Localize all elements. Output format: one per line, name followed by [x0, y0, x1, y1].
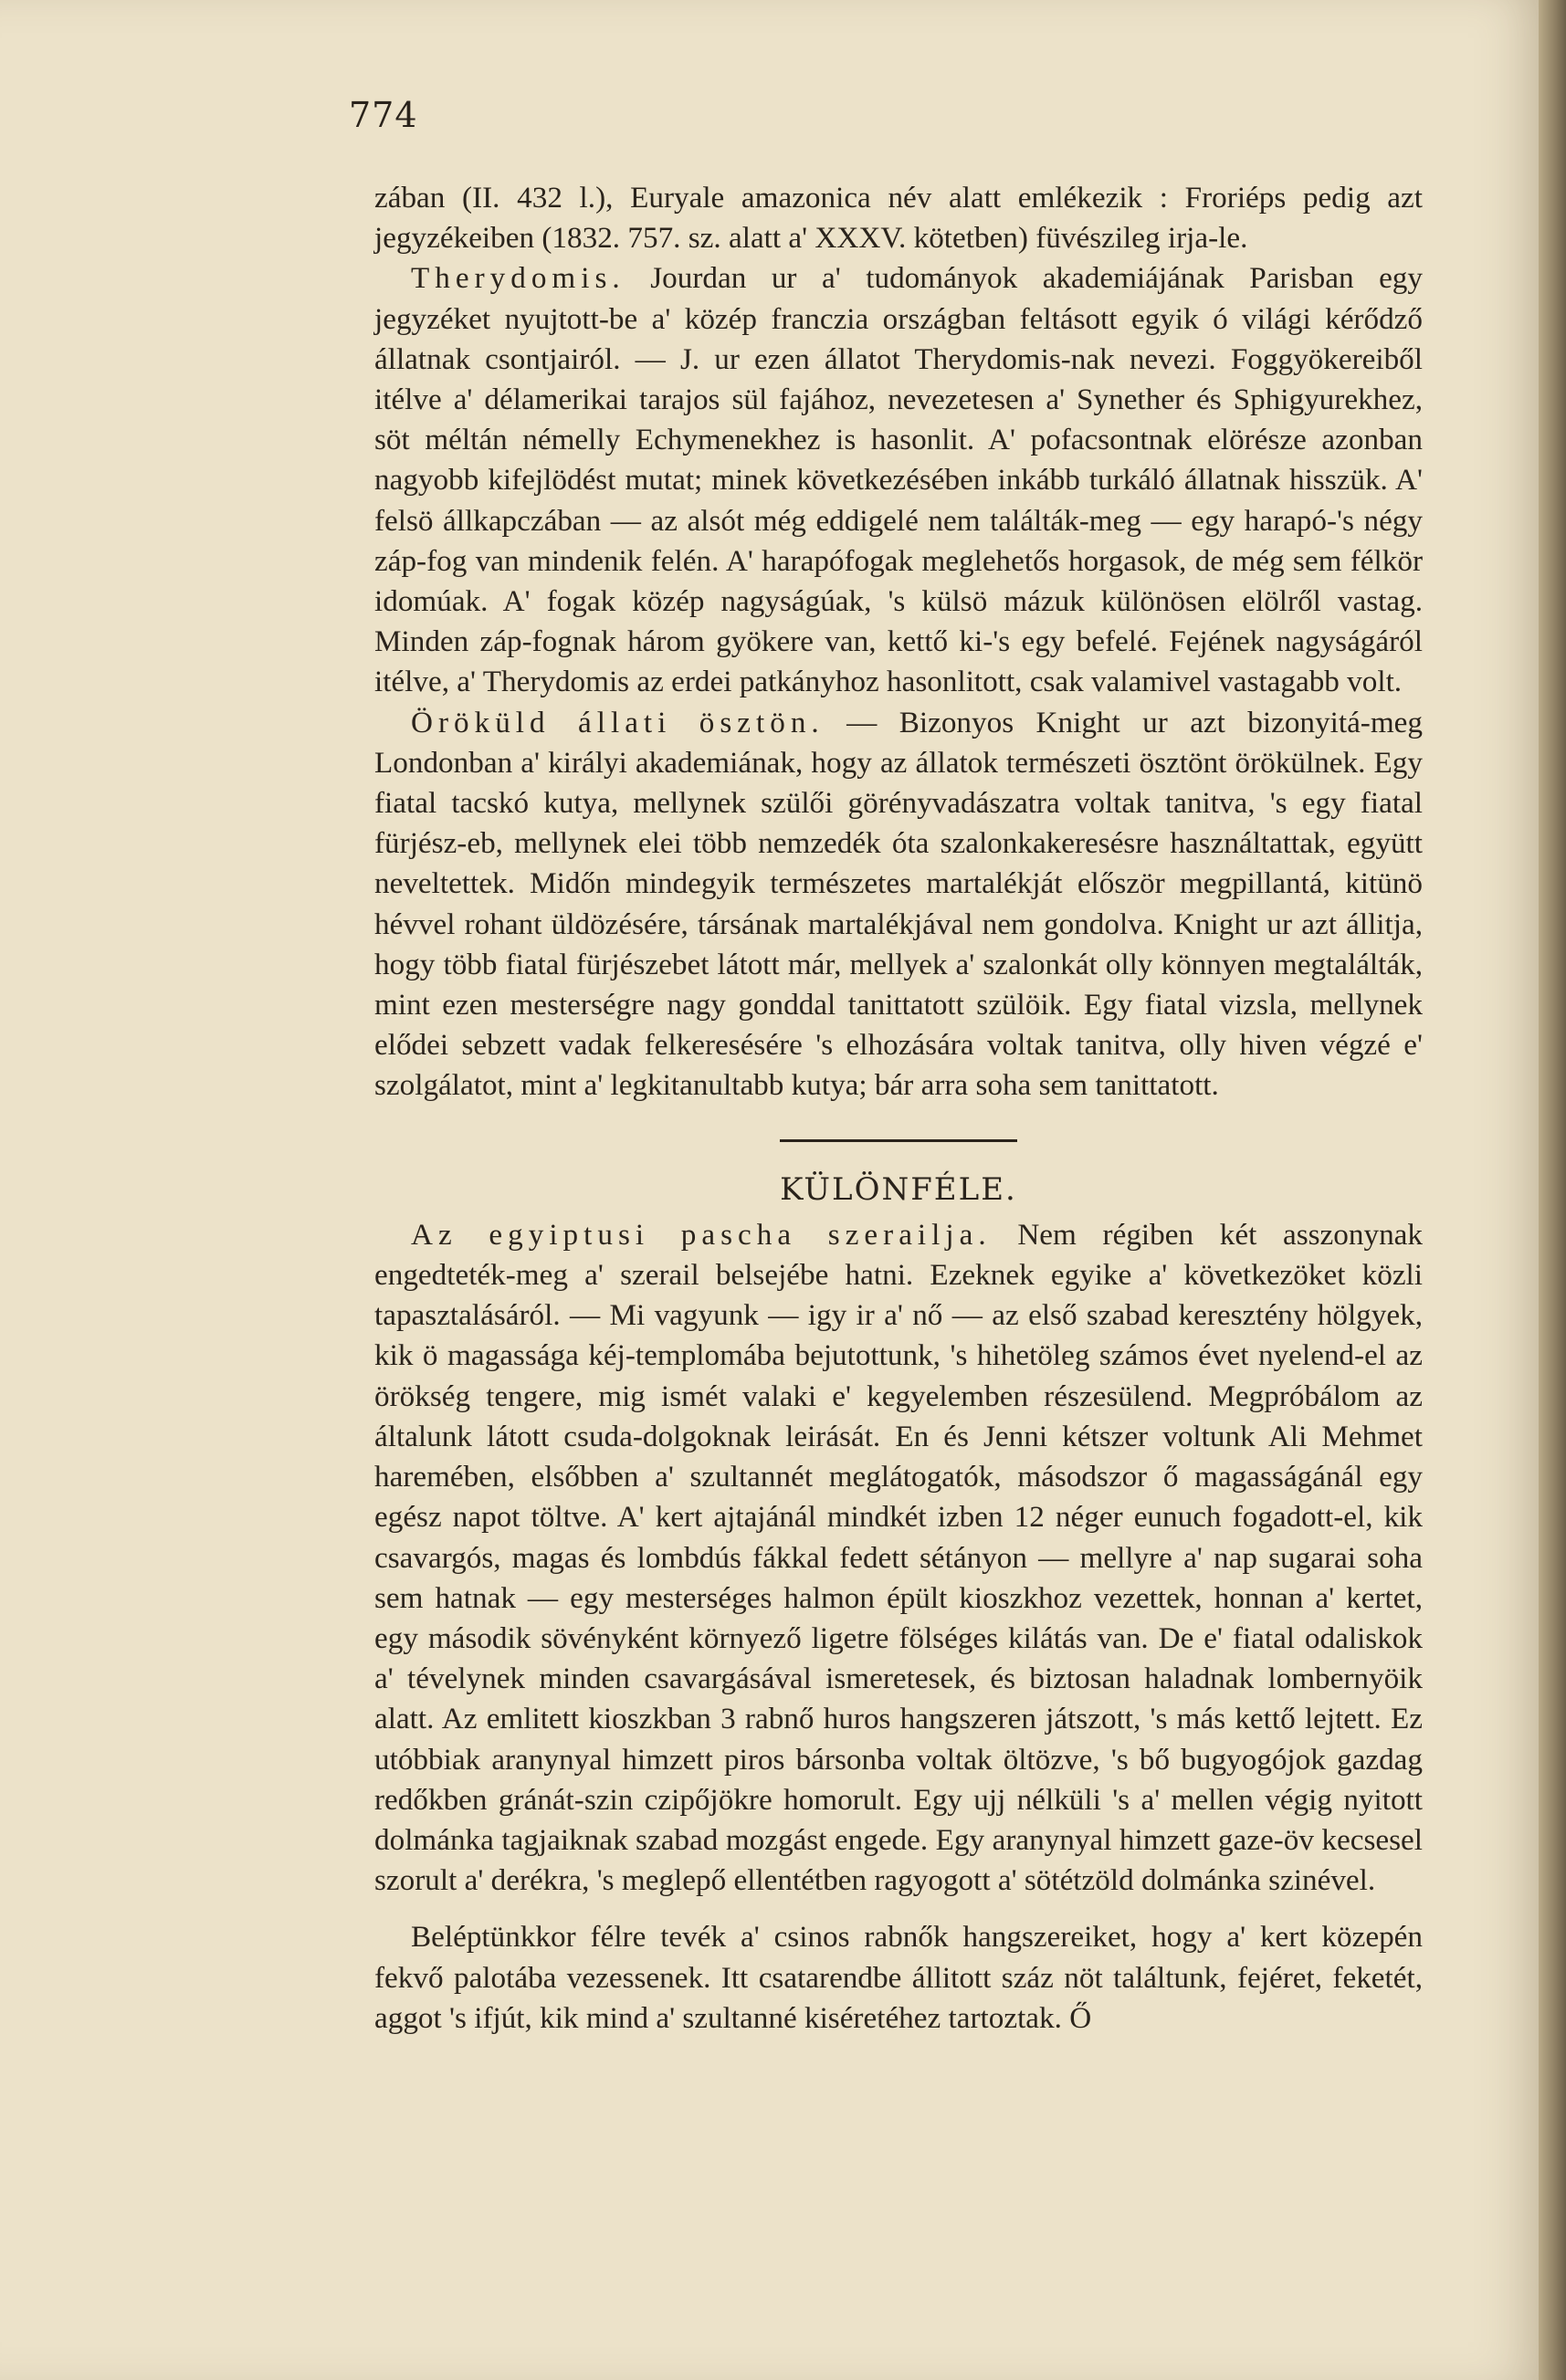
paragraph-gap [374, 1901, 1423, 1917]
paragraph [374, 1917, 1423, 2039]
paragraph-text: Nem régiben két asszonynak engedteték-meg a' szerail belsejébe hatni. Ezeknek egyike a' következöket közli tapasztalásáról. — Mi vagyunk — igy ir a' nő — az első szabad keresztény hölgyek, kik ö magassága kéj-templomába bejutottunk, 's hihetöleg számos évet nyelend-el az örökség tengere, mig ismét valaki e' kegyelemben részesülend. Megpróbálom az általunk látott csuda-dolgoknak leirását. En és Jenni kétszer voltunk Ali Mehmet haremében, elsőbben a' szultannét meglátogatók, másodszor ő magasságánál egy egész napot töltve. A' kert ajtajánál mindkét izben 12 néger eunuch fogadott-el, kik csavargós, magas és lombdús fákkal fedett sétányon — mellyre a' nap sugarai soha sem hatnak — egy mesterséges halmon épült kioszkhoz vezettek, honnan a' kertet, egy második sövényként környező ligetre fölséges kilátás van. De e' fiatal odaliskok a' tévelynek minden csavargásával ismeretesek, és biztosan haladnak lombernyöik alatt. Az emlitett kioszkban 3 rabnő huros hangszeren játszott, 's más kettő lejtett. Ez utóbbiak aranynyal himzett piros bársonba voltak öltözve, 's bő bugyogójok gazdag redőkben gránát-szin czipőjökre homorult. Egy ujj nélküli 's a' mellen végig nyitott dolmánka tagjaiknak szabad mozgást engede. Egy aranynyal himzett gaze-öv kecsesel szorult a' derékra, 's meglepő ellentétben ragyogott a' sötétzöld dolmánka szinével. [374, 1217, 1423, 1898]
paragraph-text: Beléptünkkor félre tevék a' csinos rabnők hangszereiket, hogy a' kert közepén fekvő palotába vezessenek. Itt csatarendbe állitott száz nöt találtunk, fejéret, feketét, aggot 's ifjút, kik mind a' szultanné kiséretéhez tartoztak. Ő [374, 1920, 1423, 2035]
paragraph-text: — Bizonyos Knight ur azt bizonyitá-meg Londonban a' királyi akademiának, hogy az állatok természeti ösztönt örökülnek. Egy fiatal tacskó kutya, mellynek szülői görényvadászatra voltak tanitva, 's egy fiatal fürjész-eb, mellynek elei több nemzedék óta szalonkakeresésre használtattak, együtt neveltettek. Midőn mindegyik természetes martalékját először megpillantá, kitünö hévvel rohant üldözésére, társának martalékjával nem gondolva. Knight ur azt állitja, hogy több fiatal fürjészebet látott már, mellyek a' szalonkát olly könnyen megtalálták, mint ezen mesterségre nagy gonddal tanittatott szülöik. Egy fiatal vizsla, mellynek elődei sebzett vadak felkeresésére 's elhozására voltak tanitva, olly hiven végzé e' szolgálatot, mint a' legkitanultabb kutya; bár arra soha sem tanittatott. [374, 705, 1423, 1103]
paragraph-lead: Öröküld állati ösztön. [411, 705, 825, 739]
section-divider [780, 1139, 1017, 1142]
paragraph-text: zában (II. 432 l.), Euryale amazonica név alatt emlékezik : Froriéps pedig azt jegyzékeiben (1832. 757. sz. alatt a' XXXV. kötetben) füvészileg irja-le. [374, 181, 1423, 256]
paragraph-text: Jourdan ur a' tudományok akademiájának Parisban egy jegyzéket nyujtott-be a' közép franczia országban feltásott egyik ó világi kérődző állatnak csontjairól. — J. ur ezen állatot Therydomis-nak nevezi. Foggyökereiből itélve a' délamerikai tarajos sül fajához, nevezetesen a' Synether és Sphigyurekhez, söt méltán némelly Echymenekhez is hasonlit. A' pofacsontnak elörésze azonban nagyobb kifejlödést mutat; minek következésében inkább turkáló állatnak hisszük. A' felsö állkapczában — az alsót még eddigelé nem találták-meg — egy harapó-'s négy záp-fog van mindenik felén. A' harapófogak meglehetős horgasok, de még sem félkör idomúak. A' fogak közép nagyságúak, 's külsö mázuk különösen elölről vastag. Minden záp-fognak három gyökere van, kettő ki-'s egy befelé. Fejének nagyságáról itélve, a' Therydomis az erdei patkányhoz hasonlitott, csak valamivel vastagabb volt. [374, 261, 1423, 699]
page-number: 774 [349, 95, 418, 135]
paragraph-lead: Therydomis. [411, 261, 625, 296]
body-text [374, 178, 1423, 2039]
paragraph [374, 178, 1423, 258]
paragraph [374, 703, 1423, 1106]
page-edge [1539, 0, 1566, 2380]
section-title: KÜLÖNFÉLE. [780, 1170, 1017, 1208]
paragraph [374, 1215, 1423, 1901]
paragraph [374, 258, 1423, 702]
paragraph-lead: Az egyiptusi pascha szerailja. [411, 1217, 992, 1252]
